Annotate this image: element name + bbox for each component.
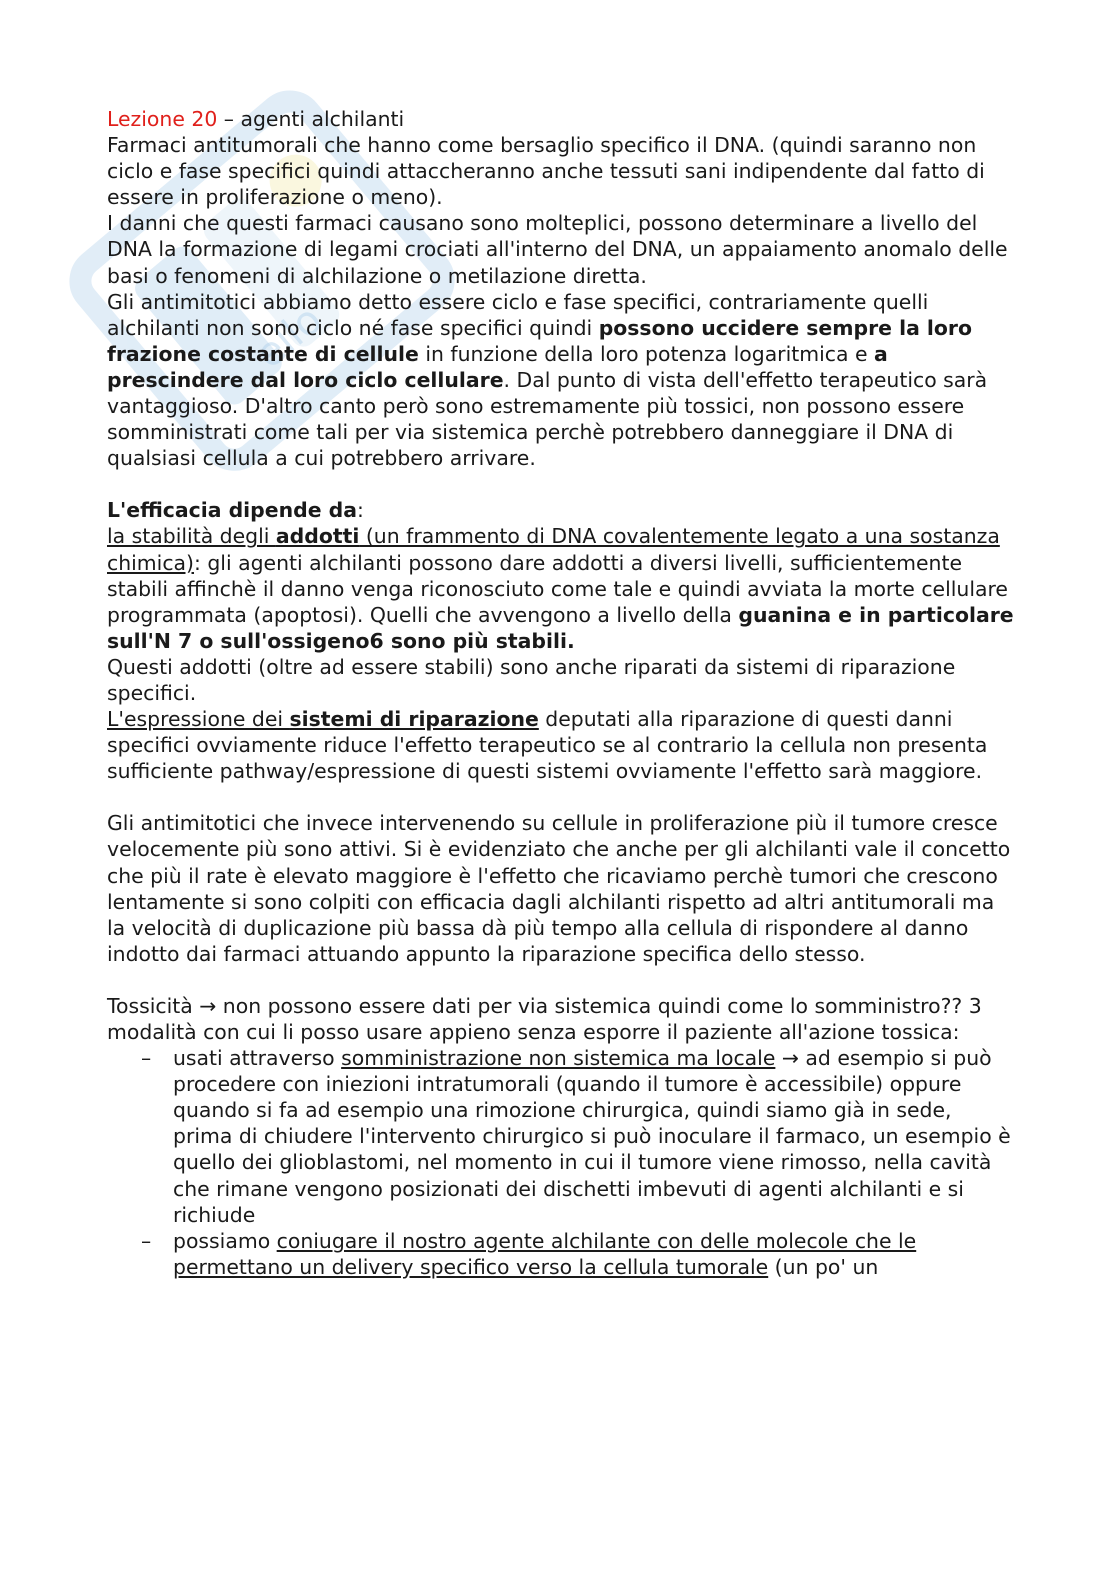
efficacia-paragraph-addotti [107, 523, 1017, 653]
text-run: deputati alla riparazione di questi danni specifici ovviamente riduce l'effetto terapeutico se al contrario la cellula non presenta sufficiente pathway/espressione di questi sistemi ovviamente l'effetto sarà maggiore. [107, 707, 988, 784]
tossicita-list [107, 1045, 1017, 1280]
intro-paragraph-1: Farmaci antitumorali che hanno come bersaglio specifico il DNA. (quindi saranno non ciclo e fase specifici quindi attaccheranno anche tessuti sani indipendente dal fatto di essere in proliferazione o meno). [107, 133, 985, 210]
text-run: : [357, 498, 364, 523]
bold-run: a prescindere dal loro ciclo cellulare [107, 341, 888, 392]
underlined-run: somministrazione non sistemica ma locale [341, 1046, 776, 1071]
intro-paragraph-2: I danni che questi farmaci causano sono molteplici, possono determinare a livello del DNA la formazione di legami crociati all'interno del DNA, un appaiamento anomalo delle basi o fenomeni di alchilazione o metilazione diretta. [107, 211, 1008, 288]
lesson-number: Lezione 20 [107, 107, 218, 131]
spacer [107, 967, 1017, 993]
text-run: possiamo [173, 1228, 277, 1253]
text-run: : gli agenti alchilanti possono dare addotti a diversi livelli, sufficientemente stabili affinchè il danno venga riconosciuto come tale e quindi avviata la morte cellulare programmata (apoptosi). Quelli che avvengono a livello della [107, 550, 1008, 627]
bold-run: possono uccidere sempre la loro frazione costante di cellule [107, 315, 972, 366]
document-body [107, 106, 1017, 1280]
bold-run: guanina e in particolare sull'N 7 o sull'ossigeno6 sono più stabili. [107, 602, 1014, 653]
efficacia-paragraph-espressione [107, 706, 1017, 784]
bold-run: addotti [275, 524, 360, 549]
text-run: (un frammento di DNA covalentemente legato a una sostanza chimica) [107, 524, 1000, 575]
watermark-text: ello [246, 296, 332, 378]
text-run: usati attraverso [173, 1046, 342, 1071]
lesson-topic: – agenti alchilanti [217, 107, 405, 131]
spacer [107, 471, 1017, 497]
text-run: (un po' un [768, 1254, 879, 1279]
list-item [173, 1228, 1017, 1280]
antimitotici-paragraph: Gli antimitotici che invece intervenendo su cellule in proliferazione più il tumore cresce velocemente più sono attivi. Si è evidenziato che anche per gli alchilanti vale il concetto che più il rate è elevato maggiore è l'effetto che ricaviamo perchè tumori che crescono lentamente si sono colpiti con efficacia dagli alchilanti rispetto ad altri antitumorali ma la velocità di duplicazione più bassa dà più tempo alla cellula di rispondere al danno indotto dai farmaci attuando appunto la riparazione specifica dello stesso. [107, 811, 1011, 966]
text-run: Gli antimitotici abbiamo detto essere ciclo e fase specifici, contrariamente quelli alchilanti non sono ciclo né fase specifici quindi [107, 289, 929, 340]
efficacia-paragraph-riparazione: Questi addotti (oltre ad essere stabili) sono anche riparati da sistemi di riparazione specifici. [107, 654, 956, 705]
spacer [107, 784, 1017, 810]
list-item [173, 1045, 1017, 1228]
text-run: la stabilità degli [107, 524, 276, 549]
underlined-run [107, 707, 539, 731]
heading-text: L'efficacia dipende da [107, 498, 357, 523]
text-run: → ad esempio si può procedere con iniezioni intratumorali (quando il tumore è accessibile) oppure quando si fa ad esempio una rimozione chirurgica, quindi siamo già in sede, prima di chiudere l'intervento chirurgico si può inoculare il farmaco, un esempio è quello dei glioblastomi, nel momento in cui il tumore viene rimosso, nella cavità che rimane vengono posizionati dei dischetti imbevuti di agenti alchilanti e si richiude [173, 1046, 1011, 1227]
bold-run: sistemi di riparazione [289, 707, 539, 732]
lesson-title [107, 106, 1017, 132]
intro-paragraph-3 [107, 289, 1017, 472]
underlined-run: coniugare il nostro agente alchilante con delle molecole che le permettano un delivery specifico verso la cellula tumorale [173, 1228, 917, 1279]
text-run: L'espressione dei [107, 707, 290, 732]
text-run: in funzione della loro potenza logaritmica e [418, 341, 874, 366]
tossicita-intro: Tossicità → non possono essere dati per via sistemica quindi come lo somministro?? 3 modalità con cui li posso usare appieno senza esporre il paziente all'azione tossica: [107, 993, 982, 1044]
efficacia-heading [107, 497, 1017, 523]
text-run: . Dal punto di vista dell'effetto terapeutico sarà vantaggioso. D'altro canto però sono estremamente più tossici, non possono essere somministrati come tali per via sistemica perchè potrebbero danneggiare il DNA di qualsiasi cellula a cui potrebbero arrivare. [107, 367, 988, 471]
